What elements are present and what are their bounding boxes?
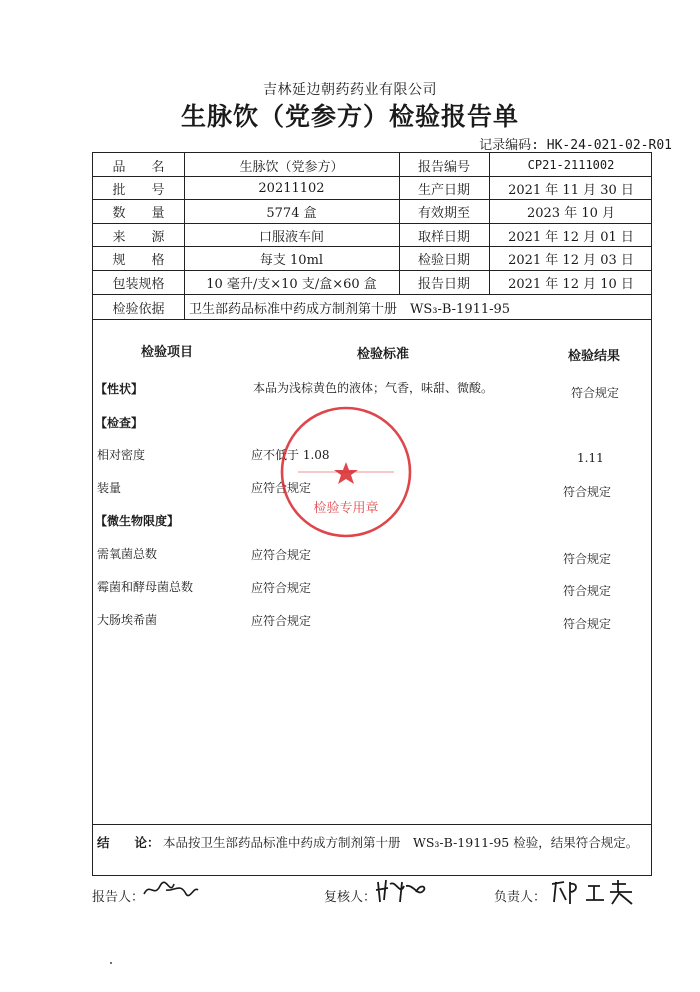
ecoli-standard: 应符合规定 <box>251 614 312 628</box>
fill-result: 符合规定 <box>563 485 612 499</box>
value-packaging: 10 毫升/支×10 支/盒×60 盒 <box>206 276 377 292</box>
character-result: 符合规定 <box>571 386 620 400</box>
fill-standard: 应符合规定 <box>251 481 312 495</box>
stamp-purpose-text: 检验专用章 <box>313 501 379 516</box>
section-character: 【性状】 <box>95 382 144 396</box>
value-sample-date: 2021 年 12 月 01 日 <box>508 229 634 245</box>
scan-speck <box>110 962 112 964</box>
value-report-no: CP21-2111002 <box>527 158 615 172</box>
reporter-signature <box>140 876 200 904</box>
value-test-date: 2021 年 12 月 03 日 <box>508 252 634 268</box>
label-prod-date: 生产日期 <box>417 182 470 198</box>
report-title: 生脉饮（党参方）检验报告单 <box>180 102 519 131</box>
reviewer-label: 复核人： <box>324 890 377 905</box>
value-basis: 卫生部药品标准中药成方制剂第十册 WS₃-B-1911-95 <box>189 301 511 317</box>
ecoli-result: 符合规定 <box>563 617 612 631</box>
label-expiry: 有效期至 <box>417 205 470 221</box>
value-quantity: 5774 盒 <box>266 205 317 221</box>
value-report-date: 2021 年 12 月 10 日 <box>508 276 634 292</box>
col-header-standard: 检验标准 <box>357 347 410 362</box>
mold-item: 霉菌和酵母菌总数 <box>97 580 194 594</box>
label-spec: 规 格 <box>112 252 165 268</box>
value-batch: 20211102 <box>258 180 325 196</box>
conclusion-text: 本品按卫生部药品标准中药成方制剂第十册 WS₃-B-1911-95 检验，结果符合规定。 <box>163 835 639 850</box>
mold-standard: 应符合规定 <box>251 581 312 595</box>
label-sample-date: 取样日期 <box>417 229 470 245</box>
conclusion-label: 结 论： <box>97 835 160 850</box>
value-source: 口服液车间 <box>258 229 324 245</box>
responsible-label: 负责人： <box>494 890 547 905</box>
ecoli-item: 大肠埃希菌 <box>97 613 158 627</box>
aerobic-result: 符合规定 <box>563 552 612 566</box>
label-product-name: 品 名 <box>112 159 165 175</box>
mold-result: 符合规定 <box>563 584 612 598</box>
density-standard: 应不低于 1.08 <box>251 448 330 462</box>
label-basis: 检验依据 <box>112 301 165 317</box>
section-check: 【检查】 <box>95 416 144 430</box>
inspection-stamp <box>276 402 416 542</box>
record-number: 记录编码: HK-24-021-02-R01 <box>479 138 672 153</box>
aerobic-item: 需氧菌总数 <box>97 547 158 561</box>
section-microbial: 【微生物限度】 <box>95 514 180 528</box>
col-header-result: 检验结果 <box>568 349 621 364</box>
character-standard: 本品为浅棕黄色的液体；气香，味甜、微酸。 <box>253 381 494 395</box>
reporter-label: 报告人： <box>92 890 145 905</box>
label-quantity: 数 量 <box>112 205 165 221</box>
label-source: 来 源 <box>112 229 165 245</box>
value-prod-date: 2021 年 11 月 30 日 <box>508 182 634 198</box>
label-test-date: 检验日期 <box>417 252 470 268</box>
company-name: 吉林延边朝药药业有限公司 <box>263 82 437 98</box>
density-item: 相对密度 <box>97 448 146 462</box>
value-spec: 每支 10ml <box>259 252 324 268</box>
fill-item: 装量 <box>97 481 122 495</box>
responsible-signature <box>548 876 638 908</box>
value-product-name: 生脉饮（党参方） <box>239 159 344 175</box>
stamp-star-icon <box>334 462 358 484</box>
label-batch: 批 号 <box>112 182 165 198</box>
value-expiry: 2023 年 10 月 <box>526 205 616 221</box>
label-report-date: 报告日期 <box>417 276 470 292</box>
label-report-no: 报告编号 <box>417 159 470 175</box>
reviewer-signature <box>374 876 430 906</box>
density-result: 1.11 <box>577 451 604 465</box>
label-packaging: 包装规格 <box>112 276 165 292</box>
col-header-item: 检验项目 <box>141 345 194 360</box>
aerobic-standard: 应符合规定 <box>251 548 312 562</box>
